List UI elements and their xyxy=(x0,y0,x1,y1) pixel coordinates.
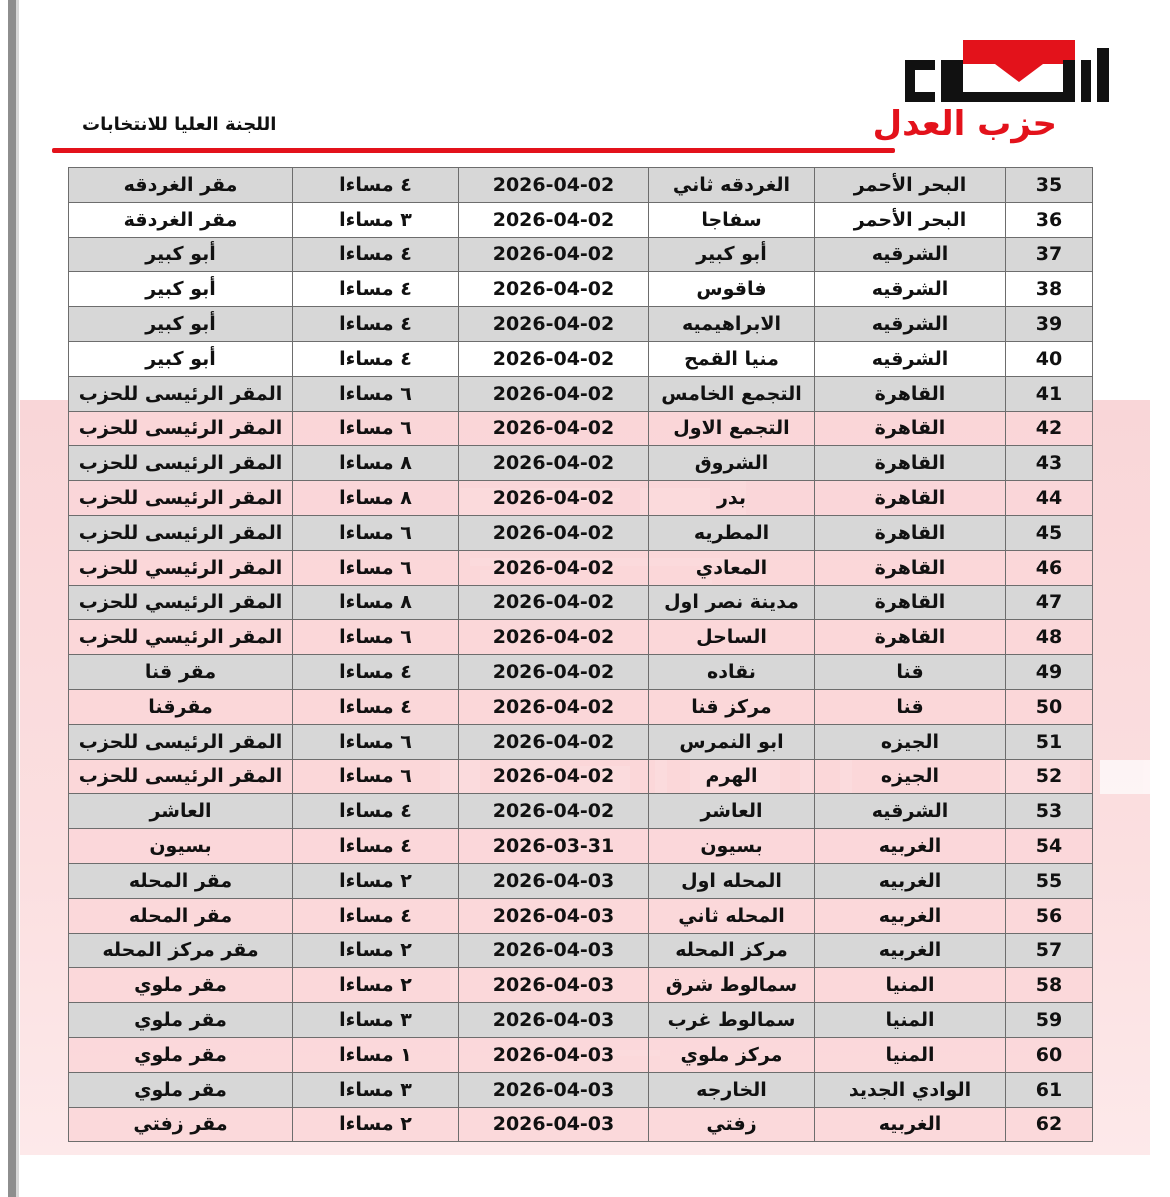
time-cell: ٤ مساءا xyxy=(293,794,459,829)
location-cell: مقر المحله xyxy=(69,863,293,898)
governorate-cell: الجيزه xyxy=(815,759,1006,794)
time-cell: ٤ مساءا xyxy=(293,307,459,342)
district-cell: مركز ملوي xyxy=(649,1037,815,1072)
row-number-cell: 38 xyxy=(1006,272,1093,307)
district-cell: التجمع الخامس xyxy=(649,376,815,411)
row-number-cell: 55 xyxy=(1006,863,1093,898)
governorate-cell: الغربيه xyxy=(815,933,1006,968)
page-edge-shadow xyxy=(16,0,19,1197)
governorate-cell: القاهرة xyxy=(815,376,1006,411)
location-cell: العاشر xyxy=(69,794,293,829)
time-cell: ٨ مساءا xyxy=(293,446,459,481)
location-cell: المقر الرئيسى للحزب xyxy=(69,481,293,516)
district-cell: الابراهيميه xyxy=(649,307,815,342)
table-row xyxy=(69,515,1093,550)
governorate-cell: القاهرة xyxy=(815,446,1006,481)
district-cell: المعادي xyxy=(649,550,815,585)
location-cell: أبو كبير xyxy=(69,307,293,342)
party-name: حزب العدل xyxy=(872,104,1057,144)
date-cell: 2026-04-02 xyxy=(459,168,649,203)
date-cell: 2026-04-02 xyxy=(459,446,649,481)
governorate-cell: المنيا xyxy=(815,968,1006,1003)
row-number-cell: 44 xyxy=(1006,481,1093,516)
row-number-cell: 56 xyxy=(1006,898,1093,933)
date-cell: 2026-04-02 xyxy=(459,341,649,376)
date-cell: 2026-04-02 xyxy=(459,411,649,446)
time-cell: ٨ مساءا xyxy=(293,585,459,620)
district-cell: ابو النمرس xyxy=(649,724,815,759)
row-number-cell: 47 xyxy=(1006,585,1093,620)
governorate-cell: الغربيه xyxy=(815,1107,1006,1142)
table-row xyxy=(69,168,1093,203)
table-row xyxy=(69,620,1093,655)
time-cell: ١ مساءا xyxy=(293,1037,459,1072)
time-cell: ٤ مساءا xyxy=(293,341,459,376)
table-row xyxy=(69,863,1093,898)
table-row xyxy=(69,724,1093,759)
governorate-cell: القاهرة xyxy=(815,515,1006,550)
committee-title: اللجنة العليا للانتخابات xyxy=(82,114,277,135)
row-number-cell: 46 xyxy=(1006,550,1093,585)
table-row xyxy=(69,550,1093,585)
district-cell: أبو كبير xyxy=(649,237,815,272)
location-cell: المقر الرئيسى للحزب xyxy=(69,376,293,411)
governorate-cell: الشرقيه xyxy=(815,272,1006,307)
location-cell: المقر الرئيسى للحزب xyxy=(69,446,293,481)
location-cell: المقر الرئيسي للحزب xyxy=(69,550,293,585)
time-cell: ٣ مساءا xyxy=(293,1003,459,1038)
table-row xyxy=(69,446,1093,481)
schedule-table xyxy=(68,167,1093,1142)
governorate-cell: الشرقيه xyxy=(815,237,1006,272)
date-cell: 2026-04-03 xyxy=(459,898,649,933)
date-cell: 2026-04-03 xyxy=(459,1107,649,1142)
governorate-cell: قنا xyxy=(815,655,1006,690)
table-row xyxy=(69,1003,1093,1038)
row-number-cell: 52 xyxy=(1006,759,1093,794)
governorate-cell: البحر الأحمر xyxy=(815,202,1006,237)
location-cell: بسيون xyxy=(69,829,293,864)
row-number-cell: 61 xyxy=(1006,1072,1093,1107)
row-number-cell: 36 xyxy=(1006,202,1093,237)
row-number-cell: 53 xyxy=(1006,794,1093,829)
district-cell: الشروق xyxy=(649,446,815,481)
row-number-cell: 42 xyxy=(1006,411,1093,446)
date-cell: 2026-04-02 xyxy=(459,655,649,690)
district-cell: المحله اول xyxy=(649,863,815,898)
page-edge-bar xyxy=(8,0,16,1197)
location-cell: أبو كبير xyxy=(69,272,293,307)
header-divider xyxy=(52,148,895,153)
row-number-cell: 37 xyxy=(1006,237,1093,272)
district-cell: زفتي xyxy=(649,1107,815,1142)
table-row xyxy=(69,481,1093,516)
date-cell: 2026-04-02 xyxy=(459,585,649,620)
governorate-cell: الغربيه xyxy=(815,863,1006,898)
table-row xyxy=(69,1107,1093,1142)
location-cell: المقر الرئيسى للحزب xyxy=(69,411,293,446)
date-cell: 2026-04-02 xyxy=(459,724,649,759)
party-logo-mark-icon xyxy=(905,38,1115,102)
time-cell: ٦ مساءا xyxy=(293,515,459,550)
date-cell: 2026-04-03 xyxy=(459,1072,649,1107)
table-row xyxy=(69,202,1093,237)
location-cell: مقر ملوي xyxy=(69,968,293,1003)
table-row xyxy=(69,585,1093,620)
governorate-cell: الغربيه xyxy=(815,898,1006,933)
row-number-cell: 43 xyxy=(1006,446,1093,481)
governorate-cell: الوادي الجديد xyxy=(815,1072,1006,1107)
date-cell: 2026-04-02 xyxy=(459,202,649,237)
time-cell: ٢ مساءا xyxy=(293,863,459,898)
district-cell: الساحل xyxy=(649,620,815,655)
time-cell: ٤ مساءا xyxy=(293,237,459,272)
date-cell: 2026-04-02 xyxy=(459,794,649,829)
date-cell: 2026-04-02 xyxy=(459,620,649,655)
district-cell: الهرم xyxy=(649,759,815,794)
location-cell: المقر الرئيسي للحزب xyxy=(69,620,293,655)
table-row xyxy=(69,411,1093,446)
table-row xyxy=(69,933,1093,968)
district-cell: الغردقه ثاني xyxy=(649,168,815,203)
governorate-cell: القاهرة xyxy=(815,411,1006,446)
date-cell: 2026-04-02 xyxy=(459,759,649,794)
row-number-cell: 51 xyxy=(1006,724,1093,759)
time-cell: ٤ مساءا xyxy=(293,655,459,690)
row-number-cell: 59 xyxy=(1006,1003,1093,1038)
row-number-cell: 41 xyxy=(1006,376,1093,411)
district-cell: نقاده xyxy=(649,655,815,690)
row-number-cell: 50 xyxy=(1006,689,1093,724)
location-cell: المقر الرئيسى للحزب xyxy=(69,724,293,759)
time-cell: ٢ مساءا xyxy=(293,1107,459,1142)
date-cell: 2026-04-02 xyxy=(459,307,649,342)
location-cell: مقرقنا xyxy=(69,689,293,724)
governorate-cell: الشرقيه xyxy=(815,307,1006,342)
date-cell: 2026-04-02 xyxy=(459,237,649,272)
table-row xyxy=(69,829,1093,864)
table-row xyxy=(69,689,1093,724)
location-cell: مقر الغردقة xyxy=(69,202,293,237)
district-cell: سفاجا xyxy=(649,202,815,237)
time-cell: ٣ مساءا xyxy=(293,202,459,237)
row-number-cell: 35 xyxy=(1006,168,1093,203)
district-cell: الخارجه xyxy=(649,1072,815,1107)
date-cell: 2026-04-03 xyxy=(459,933,649,968)
district-cell: التجمع الاول xyxy=(649,411,815,446)
date-cell: 2026-04-02 xyxy=(459,689,649,724)
table-row xyxy=(69,272,1093,307)
district-cell: مركز قنا xyxy=(649,689,815,724)
location-cell: مقر الغردقه xyxy=(69,168,293,203)
table-row xyxy=(69,307,1093,342)
time-cell: ٣ مساءا xyxy=(293,1072,459,1107)
location-cell: مقر المحله xyxy=(69,898,293,933)
location-cell: المقر الرئيسي للحزب xyxy=(69,585,293,620)
date-cell: 2026-04-02 xyxy=(459,515,649,550)
table-row xyxy=(69,376,1093,411)
district-cell: المحله ثاني xyxy=(649,898,815,933)
date-cell: 2026-04-03 xyxy=(459,863,649,898)
location-cell: أبو كبير xyxy=(69,237,293,272)
row-number-cell: 45 xyxy=(1006,515,1093,550)
time-cell: ٦ مساءا xyxy=(293,376,459,411)
governorate-cell: قنا xyxy=(815,689,1006,724)
time-cell: ٢ مساءا xyxy=(293,933,459,968)
governorate-cell: المنيا xyxy=(815,1003,1006,1038)
time-cell: ٤ مساءا xyxy=(293,272,459,307)
date-cell: 2026-04-03 xyxy=(459,1037,649,1072)
row-number-cell: 60 xyxy=(1006,1037,1093,1072)
time-cell: ٨ مساءا xyxy=(293,481,459,516)
time-cell: ٦ مساءا xyxy=(293,759,459,794)
governorate-cell: البحر الأحمر xyxy=(815,168,1006,203)
location-cell: مقر ملوي xyxy=(69,1003,293,1038)
row-number-cell: 40 xyxy=(1006,341,1093,376)
table-row xyxy=(69,237,1093,272)
district-cell: بسيون xyxy=(649,829,815,864)
time-cell: ٤ مساءا xyxy=(293,829,459,864)
time-cell: ٤ مساءا xyxy=(293,898,459,933)
location-cell: مقر مركز المحله xyxy=(69,933,293,968)
location-cell: المقر الرئيسى للحزب xyxy=(69,515,293,550)
governorate-cell: الغربيه xyxy=(815,829,1006,864)
location-cell: مقر زفتي xyxy=(69,1107,293,1142)
date-cell: 2026-04-02 xyxy=(459,550,649,585)
date-cell: 2026-03-31 xyxy=(459,829,649,864)
date-cell: 2026-04-02 xyxy=(459,481,649,516)
date-cell: 2026-04-02 xyxy=(459,376,649,411)
district-cell: العاشر xyxy=(649,794,815,829)
governorate-cell: الشرقيه xyxy=(815,341,1006,376)
row-number-cell: 49 xyxy=(1006,655,1093,690)
time-cell: ٤ مساءا xyxy=(293,689,459,724)
row-number-cell: 39 xyxy=(1006,307,1093,342)
row-number-cell: 48 xyxy=(1006,620,1093,655)
district-cell: مركز المحله xyxy=(649,933,815,968)
district-cell: المطريه xyxy=(649,515,815,550)
governorate-cell: الشرقيه xyxy=(815,794,1006,829)
date-cell: 2026-04-03 xyxy=(459,968,649,1003)
table-row xyxy=(69,794,1093,829)
table-row xyxy=(69,341,1093,376)
location-cell: مقر ملوي xyxy=(69,1037,293,1072)
district-cell: فاقوس xyxy=(649,272,815,307)
governorate-cell: القاهرة xyxy=(815,481,1006,516)
governorate-cell: القاهرة xyxy=(815,550,1006,585)
row-number-cell: 62 xyxy=(1006,1107,1093,1142)
governorate-cell: القاهرة xyxy=(815,620,1006,655)
district-cell: سمالوط شرق xyxy=(649,968,815,1003)
table-row xyxy=(69,759,1093,794)
row-number-cell: 57 xyxy=(1006,933,1093,968)
location-cell: المقر الرئيسى للحزب xyxy=(69,759,293,794)
location-cell: مقر ملوي xyxy=(69,1072,293,1107)
row-number-cell: 54 xyxy=(1006,829,1093,864)
time-cell: ٦ مساءا xyxy=(293,550,459,585)
location-cell: مقر قنا xyxy=(69,655,293,690)
time-cell: ٦ مساءا xyxy=(293,620,459,655)
date-cell: 2026-04-02 xyxy=(459,272,649,307)
governorate-cell: الجيزه xyxy=(815,724,1006,759)
governorate-cell: المنيا xyxy=(815,1037,1006,1072)
table-row xyxy=(69,898,1093,933)
table-row xyxy=(69,1072,1093,1107)
table-row xyxy=(69,968,1093,1003)
date-cell: 2026-04-03 xyxy=(459,1003,649,1038)
time-cell: ٤ مساءا xyxy=(293,168,459,203)
party-logo xyxy=(872,38,1115,150)
time-cell: ٢ مساءا xyxy=(293,968,459,1003)
table-row xyxy=(69,655,1093,690)
district-cell: بدر xyxy=(649,481,815,516)
table-row xyxy=(69,1037,1093,1072)
time-cell: ٦ مساءا xyxy=(293,411,459,446)
district-cell: منيا القمح xyxy=(649,341,815,376)
location-cell: أبو كبير xyxy=(69,341,293,376)
district-cell: مدينة نصر اول xyxy=(649,585,815,620)
row-number-cell: 58 xyxy=(1006,968,1093,1003)
governorate-cell: القاهرة xyxy=(815,585,1006,620)
time-cell: ٦ مساءا xyxy=(293,724,459,759)
district-cell: سمالوط غرب xyxy=(649,1003,815,1038)
